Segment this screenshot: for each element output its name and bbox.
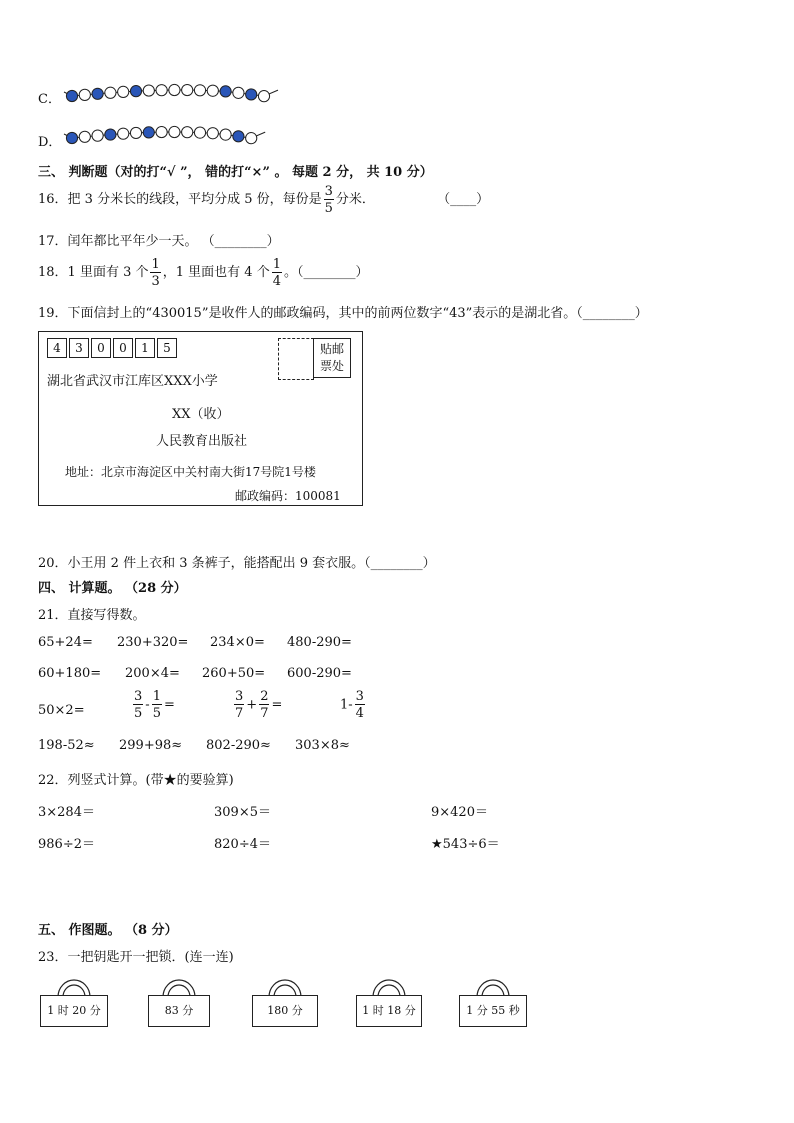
question-18	[38, 255, 369, 291]
option-c-white-bead	[169, 84, 180, 95]
calc-item: 60+180=	[38, 666, 102, 681]
fraction-numerator: 3	[355, 689, 364, 704]
fraction-numerator: 3	[134, 689, 143, 704]
option-d-white-bead	[118, 128, 129, 139]
q16-denominator: 5	[324, 200, 333, 216]
option-d-white-bead	[130, 127, 141, 138]
option-d-white-bead	[79, 131, 90, 142]
calc-item: 65+24=	[38, 635, 93, 650]
q18-fraction-1	[150, 258, 160, 288]
q16-unit: 分米．	[335, 192, 375, 207]
q16-answer-blank[interactable]: （____）	[437, 192, 490, 207]
option-c-blue-bead	[130, 86, 141, 97]
option-d-white-bead	[220, 129, 231, 140]
stamp-label-line-2: 票处	[319, 359, 344, 373]
question-16	[38, 183, 489, 217]
sender-name: 人民教育出版社	[156, 434, 248, 449]
section-3-title: 三、 判断题（对的打“√ ”， 错的打“×” 。 每题 2 分， 共 10 分）	[38, 165, 433, 180]
operator: -	[145, 697, 150, 713]
zip-digit: 0	[113, 338, 133, 358]
option-c-blue-bead	[92, 88, 103, 99]
fraction-denominator: 7	[260, 706, 269, 721]
operator: +	[246, 697, 258, 713]
stamp-placeholder	[278, 338, 314, 380]
option-d-blue-bead	[105, 129, 116, 140]
fraction-numerator: 2	[260, 689, 269, 704]
calc-item: 986÷2＝	[38, 837, 95, 852]
option-c-blue-bead	[66, 90, 77, 101]
recipient-name: XX（收）	[172, 407, 230, 422]
question-21-title: 21．直接写得数。	[38, 608, 146, 623]
lock-label: 180 分	[252, 995, 318, 1027]
expression-prefix: 1-	[340, 697, 353, 713]
option-c-white-bead	[194, 85, 205, 96]
question-19: 19．下面信封上的“430015”是收件人的邮政编码，其中的前两位数字“43”表示的是湖北省。（________）	[38, 306, 648, 321]
calc-item: 50×2=	[38, 703, 85, 718]
lock-label: 1 时 18 分	[356, 995, 422, 1027]
calc-item: 200×4=	[125, 666, 180, 681]
option-d-white-bead	[194, 127, 205, 138]
calc-item: 820÷4＝	[214, 837, 271, 852]
option-d-blue-bead	[143, 127, 154, 138]
calc-item: 480-290=	[287, 635, 352, 650]
option-c-white-bead	[105, 87, 116, 98]
q18-fraction-1-denominator: 3	[151, 273, 160, 289]
option-d-white-bead	[169, 126, 180, 137]
fraction-denominator: 5	[134, 706, 143, 721]
option-d-label: D．	[38, 135, 62, 150]
option-c-white-bead	[182, 84, 193, 95]
fraction	[234, 690, 244, 720]
option-c-bead-string	[62, 80, 282, 106]
equals-sign: =	[163, 697, 175, 713]
zip-digit: 0	[91, 338, 111, 358]
calc-item: 309×5＝	[214, 805, 271, 820]
fraction-numerator: 3	[235, 689, 244, 704]
calc-item: 260+50=	[202, 666, 266, 681]
sender-address: 地址：北京市海淀区中关村南大街17号院1号楼	[65, 465, 316, 479]
zip-code-boxes	[47, 338, 179, 358]
sender-zip: 邮政编码：100081	[235, 489, 341, 503]
option-c-white-bead	[143, 85, 154, 96]
lock-label: 1 时 20 分	[40, 995, 108, 1027]
recipient-address: 湖北省武汉市江库区XXX小学	[47, 374, 218, 389]
option-c-white-bead	[156, 85, 167, 96]
q18-fraction-1-numerator: 1	[151, 256, 160, 272]
calc-item: 303×8≈	[295, 738, 350, 753]
q16-numerator: 3	[324, 183, 333, 199]
fraction	[355, 690, 365, 720]
option-c-blue-bead	[246, 89, 257, 100]
calc-item: 600-290=	[287, 666, 352, 681]
calc-item: 234×0=	[210, 635, 265, 650]
q18-fraction-2	[272, 258, 282, 288]
zip-digit: 1	[135, 338, 155, 358]
q18-fraction-2-denominator: 4	[272, 273, 281, 289]
option-c-white-bead	[79, 89, 90, 100]
fraction-denominator: 4	[355, 706, 364, 721]
calc-item: ★543÷6＝	[431, 837, 500, 852]
option-c-blue-bead	[220, 86, 231, 97]
option-d-white-bead	[182, 127, 193, 138]
option-d-blue-bead	[233, 131, 244, 142]
calc-item-one-minus-fraction	[340, 690, 367, 720]
option-c-white-bead	[118, 86, 129, 97]
calc-item-fraction-subtract	[131, 690, 175, 720]
option-c-white-bead	[233, 87, 244, 98]
calc-item: 230+320=	[117, 635, 189, 650]
lock-label: 1 分 55 秒	[459, 995, 527, 1027]
q18-text-c[interactable]: 。（________）	[284, 265, 369, 280]
option-c-white-bead	[207, 85, 218, 96]
fraction	[152, 690, 162, 720]
fraction	[259, 690, 269, 720]
stamp-label	[313, 338, 351, 378]
calc-item: 299+98≈	[119, 738, 183, 753]
q16-fraction	[324, 185, 334, 215]
option-d-blue-bead	[66, 132, 77, 143]
calc-item-fraction-add	[232, 690, 282, 720]
section-4-title: 四、 计算题。 （28 分）	[38, 581, 187, 596]
calc-item: 3×284＝	[38, 805, 95, 820]
option-d-white-bead	[92, 130, 103, 141]
calc-item: 802-290≈	[206, 738, 271, 753]
question-17: 17．闰年都比平年少一天。 （________）	[38, 234, 280, 249]
option-d-white-bead	[246, 133, 257, 144]
option-d-white-bead	[207, 128, 218, 139]
q16-text: 16．把 3 分米长的线段，平均分成 5 份，每份是	[38, 192, 322, 207]
zip-digit: 3	[69, 338, 89, 358]
q18-text-b: ，1 里面也有 4 个	[162, 265, 270, 280]
q18-text-a: 18．1 里面有 3 个	[38, 265, 149, 280]
envelope-figure	[38, 331, 363, 506]
option-d-white-bead	[156, 126, 167, 137]
q18-fraction-2-numerator: 1	[272, 256, 281, 272]
fraction	[133, 690, 143, 720]
fraction-denominator: 7	[235, 706, 244, 721]
fraction-numerator: 1	[152, 689, 161, 704]
zip-digit: 5	[157, 338, 177, 358]
question-22-title: 22．列竖式计算。(带★的要验算)	[38, 773, 234, 788]
calc-item: 9×420＝	[431, 805, 488, 820]
zip-digit: 4	[47, 338, 67, 358]
option-c-label: C．	[38, 92, 61, 107]
option-d-bead-string	[62, 122, 272, 148]
equals-sign: =	[271, 697, 283, 713]
stamp-label-line-1: 贴邮	[319, 342, 344, 356]
option-c-white-bead	[258, 91, 269, 102]
question-23-title: 23．一把钥匙开一把锁．(连一连)	[38, 950, 234, 965]
calc-item: 198-52≈	[38, 738, 95, 753]
fraction-denominator: 5	[152, 706, 161, 721]
question-20: 20．小王用 2 件上衣和 3 条裤子，能搭配出 9 套衣服。（________）	[38, 556, 436, 571]
section-5-title: 五、 作图题。 （8 分）	[38, 923, 178, 938]
lock-label: 83 分	[148, 995, 210, 1027]
